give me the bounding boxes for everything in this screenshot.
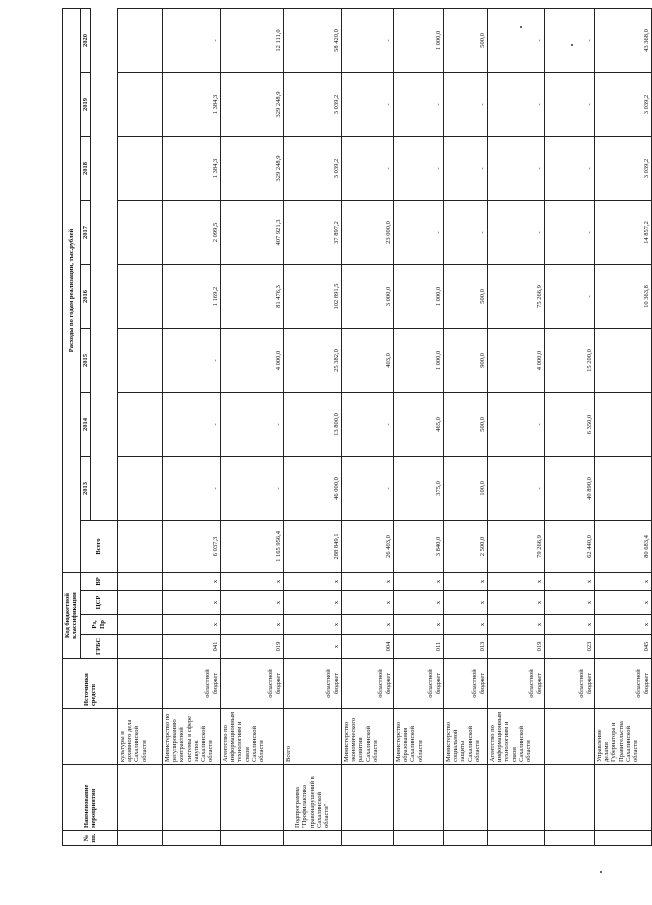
year-value-cell: 1 000,0 — [393, 8, 443, 72]
table-row — [393, 8, 443, 845]
total-cell: 80 683,4 — [594, 520, 651, 572]
header-grbs: ГРБС — [80, 635, 117, 659]
year-value-cell: 900,0 — [443, 328, 487, 392]
header-kbk: Код бюджетной классификации — [63, 572, 81, 658]
row-number-cell — [283, 831, 341, 846]
rzpr-cell: x — [220, 615, 283, 635]
csr-cell: x — [443, 591, 487, 615]
header-year: 2019 — [80, 72, 90, 136]
budget-table — [62, 8, 652, 846]
row-number-cell — [117, 831, 162, 846]
header-year: 2017 — [80, 200, 90, 264]
year-value-cell: 102 891,5 — [283, 264, 341, 328]
year-value-cell: 13 800,0 — [283, 392, 341, 456]
header-no: № пп. — [63, 831, 118, 846]
vr-cell: x — [393, 572, 443, 590]
table-row — [443, 8, 487, 845]
year-value-cell: - — [487, 72, 544, 136]
header-year: 2013 — [80, 456, 90, 520]
source-cell: областной бюджет — [393, 659, 443, 709]
year-value-cell — [594, 328, 651, 392]
rzpr-cell: x — [544, 615, 594, 635]
table-row — [162, 8, 220, 845]
measure-name-cell — [487, 765, 544, 831]
scan-speck — [600, 871, 602, 873]
year-value-cell: 2 099,5 — [162, 200, 220, 264]
grbs-cell — [117, 635, 162, 659]
table-row — [487, 8, 544, 845]
year-value-cell: - — [162, 8, 220, 72]
executor-cell: Управление делами Губернатора и Правительства Сахалинской области — [594, 709, 651, 765]
year-value-cell: - — [162, 392, 220, 456]
year-value-cell — [117, 72, 162, 136]
total-cell: 79 266,9 — [487, 520, 544, 572]
source-cell: областной бюджет — [594, 659, 651, 709]
year-value-cell — [117, 456, 162, 520]
header-year: 2014 — [80, 392, 90, 456]
year-value-cell: - — [162, 328, 220, 392]
year-value-cell — [594, 392, 651, 456]
year-value-cell: - — [487, 392, 544, 456]
year-value-cell: 500,0 — [443, 392, 487, 456]
year-value-cell: 75 266,9 — [487, 264, 544, 328]
vr-cell: x — [283, 572, 341, 590]
rzpr-cell — [117, 615, 162, 635]
year-value-cell: - — [393, 136, 443, 200]
year-value-cell: - — [544, 264, 594, 328]
header-rzpr: Рз, Пр — [80, 615, 117, 635]
source-cell: областной бюджет — [283, 659, 341, 709]
year-value-cell: 1 384,3 — [162, 72, 220, 136]
year-value-cell: - — [544, 136, 594, 200]
rzpr-cell: x — [341, 615, 393, 635]
header-year: 2015 — [80, 328, 90, 392]
row-number-cell — [162, 831, 220, 846]
rzpr-cell: x — [594, 615, 651, 635]
rzpr-cell: x — [443, 615, 487, 635]
year-value-cell: 25 382,0 — [283, 328, 341, 392]
year-value-cell: 3 039,2 — [283, 136, 341, 200]
vr-cell: x — [594, 572, 651, 590]
rzpr-cell: x — [162, 615, 220, 635]
rzpr-cell: x — [283, 615, 341, 635]
total-cell: 62 440,0 — [544, 520, 594, 572]
measure-name-cell — [544, 765, 594, 831]
header-source: Источники средств — [63, 659, 118, 709]
vr-cell: x — [544, 572, 594, 590]
header-year: 2020 — [80, 8, 90, 72]
row-number-cell — [443, 831, 487, 846]
csr-cell: x — [544, 591, 594, 615]
row-number-cell — [393, 831, 443, 846]
year-value-cell — [117, 264, 162, 328]
measure-name-cell — [117, 765, 162, 831]
total-cell: 288 849,1 — [283, 520, 341, 572]
year-value-cell: 37 897,2 — [283, 200, 341, 264]
source-cell — [117, 659, 162, 709]
total-cell: 26 403,0 — [341, 520, 393, 572]
total-cell: 6 037,3 — [162, 520, 220, 572]
vr-cell — [117, 572, 162, 590]
year-value-cell — [117, 392, 162, 456]
year-value-cell: 14 857,2 — [594, 200, 651, 264]
year-value-cell: 4 000,0 — [487, 328, 544, 392]
vr-cell: x — [162, 572, 220, 590]
year-value-cell: 329 248,9 — [220, 72, 283, 136]
table-row — [283, 8, 341, 845]
table-row — [220, 8, 283, 845]
executor-cell: Агентство по информационным технологиям и связи Сахалинской области — [220, 709, 283, 765]
csr-cell: x — [487, 591, 544, 615]
year-value-cell: - — [220, 392, 283, 456]
grbs-cell: 023 — [544, 635, 594, 659]
executor-cell: культуры и архивного дела Сахалинской области — [117, 709, 162, 765]
year-value-cell: 329 248,9 — [220, 136, 283, 200]
vr-cell: x — [487, 572, 544, 590]
vr-cell: x — [341, 572, 393, 590]
year-value-cell: 1 000,0 — [393, 264, 443, 328]
table-row — [341, 8, 393, 845]
year-value-cell: 1 169,2 — [162, 264, 220, 328]
year-value-cell: - — [544, 200, 594, 264]
row-number-cell — [594, 831, 651, 846]
year-value-cell: 3 039,2 — [594, 136, 651, 200]
row-number-cell — [341, 831, 393, 846]
row-number-cell — [487, 831, 544, 846]
year-value-cell: - — [544, 72, 594, 136]
grbs-cell: 019 — [220, 635, 283, 659]
scan-speck — [571, 44, 573, 46]
executor-cell: Министерство образования Сахалинской области — [393, 709, 443, 765]
header-total: Всего — [80, 520, 117, 572]
header-name: Наименование мероприятия — [63, 765, 118, 831]
csr-cell: x — [162, 591, 220, 615]
year-value-cell: - — [341, 456, 393, 520]
year-value-cell: 15 200,0 — [544, 328, 594, 392]
year-value-cell — [594, 456, 651, 520]
scan-speck — [520, 26, 522, 28]
csr-cell — [117, 591, 162, 615]
header-vr: ВР — [80, 572, 117, 590]
year-value-cell: - — [341, 392, 393, 456]
vr-cell: x — [220, 572, 283, 590]
total-cell: 3 840,0 — [393, 520, 443, 572]
year-value-cell — [117, 8, 162, 72]
grbs-cell: 045 — [594, 635, 651, 659]
year-value-cell: - — [341, 8, 393, 72]
year-value-cell: 23 000,0 — [341, 200, 393, 264]
year-value-cell: - — [443, 200, 487, 264]
grbs-cell: 004 — [341, 635, 393, 659]
row-number-cell — [544, 831, 594, 846]
year-value-cell: - — [341, 72, 393, 136]
year-value-cell: - — [443, 136, 487, 200]
measure-name-cell — [443, 765, 487, 831]
measure-name-cell — [594, 765, 651, 831]
source-cell: областной бюджет — [220, 659, 283, 709]
header-row-1 — [63, 8, 81, 845]
header-year: 2016 — [80, 264, 90, 328]
total-cell: 1 165 956,4 — [220, 520, 283, 572]
grbs-cell: 019 — [487, 635, 544, 659]
year-value-cell: 375,0 — [393, 456, 443, 520]
table-row — [117, 8, 162, 845]
grbs-cell: x — [283, 635, 341, 659]
row-number-cell — [220, 831, 283, 846]
year-value-cell: 3 000,0 — [341, 264, 393, 328]
csr-cell: x — [594, 591, 651, 615]
executor-cell: Министерство по регулированию контрактной системы в сфере закупок Сахалинской области — [162, 709, 220, 765]
source-cell: областной бюджет — [341, 659, 393, 709]
csr-cell: x — [341, 591, 393, 615]
executor-cell: Всего — [283, 709, 341, 765]
year-value-cell: - — [487, 200, 544, 264]
year-value-cell: 81 476,3 — [220, 264, 283, 328]
year-value-cell: 465,0 — [393, 392, 443, 456]
source-cell: областной бюджет — [544, 659, 594, 709]
header-executor — [63, 709, 118, 765]
year-value-cell: 43 368,0 — [594, 8, 651, 72]
year-value-cell: - — [487, 456, 544, 520]
csr-cell: x — [220, 591, 283, 615]
executor-cell: Агентство по информационным технологиям и связи Сахалинской области — [487, 709, 544, 765]
rotated-table-container — [62, 9, 650, 846]
year-value-cell: 3 039,2 — [594, 72, 651, 136]
measure-name-cell: Подпрограмма "Профилактика правонарушений в Сахалинской области" — [283, 765, 341, 831]
year-value-cell: - — [487, 8, 544, 72]
measure-name-cell — [162, 765, 220, 831]
year-value-cell — [117, 136, 162, 200]
source-cell: областной бюджет — [162, 659, 220, 709]
year-value-cell: 407 921,3 — [220, 200, 283, 264]
measure-name-cell — [341, 765, 393, 831]
year-value-cell: 58 420,0 — [283, 8, 341, 72]
executor-cell — [544, 709, 594, 765]
year-value-cell: 12 111,0 — [220, 8, 283, 72]
rzpr-cell: x — [393, 615, 443, 635]
year-value-cell: - — [162, 456, 220, 520]
year-value-cell: - — [393, 72, 443, 136]
source-cell: областной бюджет — [487, 659, 544, 709]
year-value-cell: 3 039,2 — [283, 72, 341, 136]
vr-cell: x — [443, 572, 487, 590]
total-cell: 2 500,0 — [443, 520, 487, 572]
year-value-cell: 4 000,0 — [220, 328, 283, 392]
rzpr-cell: x — [487, 615, 544, 635]
year-value-cell: 403,0 — [341, 328, 393, 392]
year-value-cell: 40 890,0 — [544, 456, 594, 520]
executor-cell: Министерство социальной защиты Сахалинской области — [443, 709, 487, 765]
year-value-cell: 500,0 — [443, 264, 487, 328]
header-csr: ЦСР — [80, 591, 117, 615]
year-value-cell: 500,0 — [443, 8, 487, 72]
source-cell: областной бюджет — [443, 659, 487, 709]
grbs-cell: 013 — [443, 635, 487, 659]
year-value-cell — [117, 328, 162, 392]
header-year: 2018 — [80, 136, 90, 200]
year-value-cell: 100,0 — [443, 456, 487, 520]
year-value-cell: - — [443, 72, 487, 136]
table-row — [594, 8, 651, 845]
year-value-cell: 46 000,0 — [283, 456, 341, 520]
measure-name-cell — [393, 765, 443, 831]
measure-name-cell — [220, 765, 283, 831]
year-value-cell: - — [220, 456, 283, 520]
year-value-cell: 6 350,0 — [544, 392, 594, 456]
year-value-cell: - — [487, 136, 544, 200]
executor-cell: Министерство экономического развития Сахалинской области — [341, 709, 393, 765]
year-value-cell: - — [393, 200, 443, 264]
year-value-cell: 10 363,8 — [594, 264, 651, 328]
year-value-cell: 1 384,3 — [162, 136, 220, 200]
table-row — [544, 8, 594, 845]
year-value-cell: 1 000,0 — [393, 328, 443, 392]
table-body — [63, 8, 652, 845]
grbs-cell: 041 — [162, 635, 220, 659]
header-expenses: Расходы по годам реализации, тыс.рублей — [63, 8, 81, 572]
total-cell — [117, 520, 162, 572]
year-value-cell — [117, 200, 162, 264]
csr-cell: x — [393, 591, 443, 615]
grbs-cell: 011 — [393, 635, 443, 659]
year-value-cell: - — [544, 8, 594, 72]
year-value-cell: - — [341, 136, 393, 200]
csr-cell: x — [283, 591, 341, 615]
